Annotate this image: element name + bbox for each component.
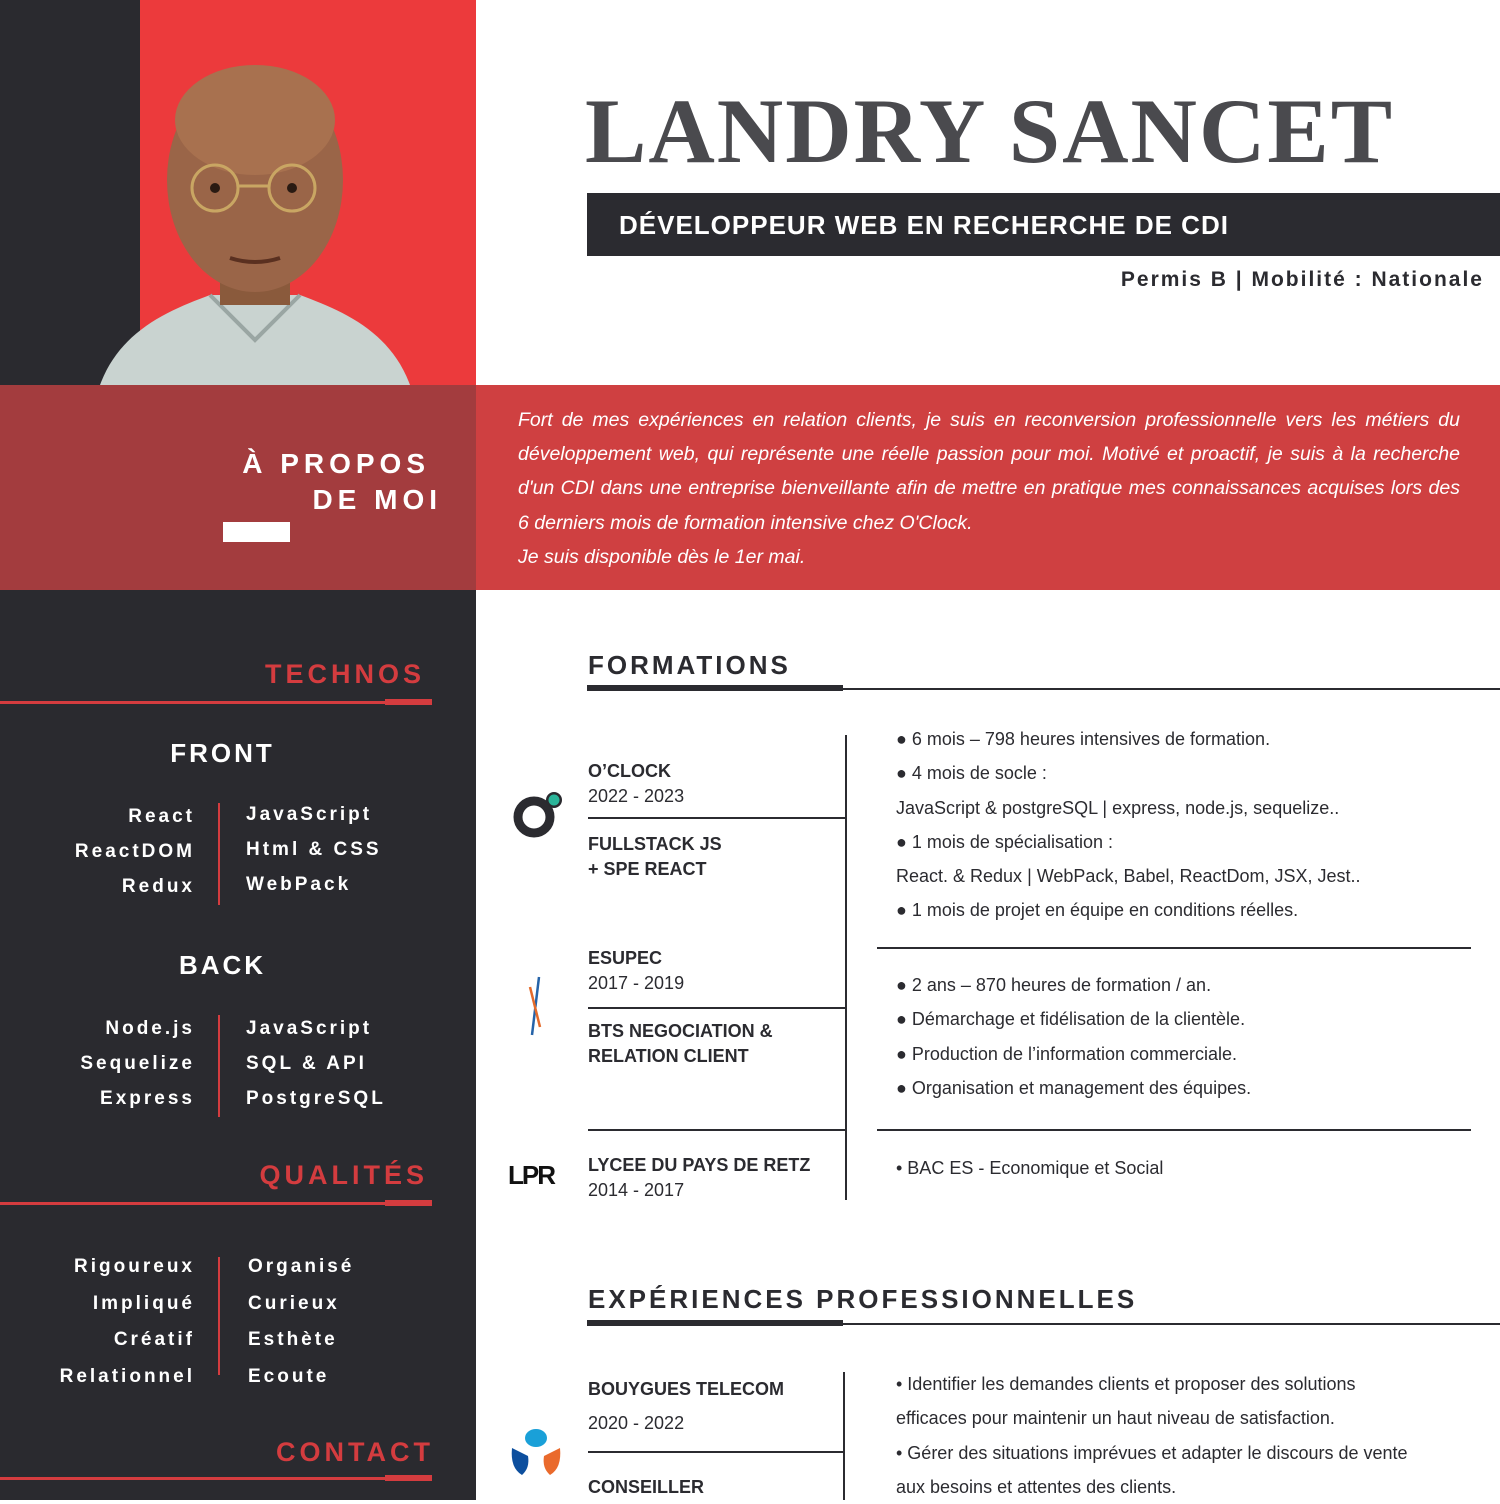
formation-years: 2014 - 2017 bbox=[588, 1180, 685, 1200]
skill: PostgreSQL bbox=[246, 1088, 386, 1109]
formation-bullets: • BAC ES - Economique et Social bbox=[896, 1158, 1164, 1178]
formation-school: LYCEE DU PAYS DE RETZ 2014 - 2017 bbox=[588, 1153, 810, 1203]
skill: SQL & API bbox=[246, 1053, 367, 1074]
oclock-logo-icon bbox=[512, 790, 564, 840]
about-heading-line2: DE MOI bbox=[312, 484, 442, 515]
about-text bbox=[518, 403, 1460, 574]
contact-heading: CONTACT bbox=[276, 1437, 434, 1467]
skill: Node.js bbox=[105, 1018, 195, 1039]
back-list-right bbox=[246, 1011, 386, 1116]
back-list-left bbox=[0, 1011, 195, 1116]
quality: Relationnel bbox=[59, 1366, 195, 1388]
skill: React bbox=[128, 806, 195, 827]
skill: Sequelize bbox=[80, 1053, 195, 1074]
front-list-right bbox=[246, 797, 382, 902]
skill: JavaScript bbox=[246, 1018, 373, 1039]
quality: Impliqué bbox=[92, 1292, 195, 1314]
divider bbox=[588, 1451, 845, 1453]
front-separator bbox=[218, 803, 220, 905]
quality: Rigoureux bbox=[74, 1256, 195, 1277]
experience-bullets: • Identifier les demandes clients et proposer des solutions efficaces pour maintenir un haut niveau de satisfaction. • Gérer des situations imprévues et adapter le discours de vente aux besoins et attentes des clients. bbox=[896, 1374, 1408, 1497]
candidate-name: LANDRY SANCET bbox=[585, 80, 1395, 182]
about-availability: Je suis disponible dès le 1er mai. bbox=[518, 545, 806, 568]
bouygues-logo-icon bbox=[508, 1428, 564, 1478]
formation-years: 2022 - 2023 bbox=[588, 786, 685, 806]
front-heading: FRONT bbox=[170, 738, 275, 768]
formation-bullets: ● 6 mois – 798 heures intensives de formation. ● 4 mois de socle : JavaScript & postgreSQL | express, node.js, sequelize.. ● 1 mois de spécialisation : React. & Redux | WebPack, Babel, ReactDom, JSX, Jest.. ● 1 mois de projet en équipe en conditions réelles. bbox=[896, 729, 1361, 921]
quality: Esthète bbox=[248, 1329, 338, 1351]
quality: Curieux bbox=[248, 1292, 340, 1314]
quality: Créatif bbox=[113, 1329, 195, 1351]
formations-divider bbox=[587, 688, 1500, 690]
formation-diploma: FULLSTACK JS + SPE REACT bbox=[588, 834, 722, 879]
about-paragraph: Fort de mes expériences en relation clients, je suis en reconversion professionnelle vers les métiers du développement web, qui représente une réelle passion pour moi. Motivé et proactif, je suis à la recherche d'un CDI dans une entreprise bienveillante afin de mettre en pratique mes connaissances acquises lors des 6 derniers mois de formation intensive chez O'Clock. bbox=[518, 409, 1460, 534]
lpr-logo-icon: LPR bbox=[508, 1160, 554, 1190]
technos-divider bbox=[0, 701, 432, 704]
portrait-photo bbox=[80, 40, 430, 385]
divider bbox=[877, 1129, 1471, 1131]
skill: WebPack bbox=[246, 874, 352, 895]
esupec-logo-icon bbox=[526, 975, 546, 1040]
skill: ReactDOM bbox=[74, 841, 195, 862]
skill: Redux bbox=[121, 876, 195, 897]
qualites-heading: QUALITÉS bbox=[259, 1160, 428, 1190]
formations-heading: FORMATIONS bbox=[588, 650, 791, 680]
about-heading-line1: À PROPOS bbox=[242, 448, 430, 479]
experiences-vertical-line bbox=[843, 1372, 845, 1500]
experiences-heading: EXPÉRIENCES PROFESSIONNELLES bbox=[588, 1284, 1138, 1314]
experience-years: 2020 - 2022 bbox=[588, 1413, 685, 1433]
qualites-separator bbox=[218, 1257, 220, 1375]
skill: JavaScript bbox=[246, 804, 373, 825]
experience-company: BOUYGUES TELECOM 2020 - 2022 bbox=[588, 1372, 784, 1440]
license-mobility: Permis B | Mobilité : Nationale bbox=[1120, 268, 1484, 291]
quality: Ecoute bbox=[248, 1366, 330, 1388]
formation-school: O’CLOCK 2022 - 2023 bbox=[588, 759, 684, 809]
qualites-list-left bbox=[0, 1249, 195, 1396]
divider bbox=[877, 947, 1471, 949]
qualites-list-right bbox=[248, 1249, 354, 1396]
skill: Express bbox=[100, 1088, 195, 1109]
contact-divider bbox=[0, 1477, 432, 1480]
experience-role: CONSEILLER bbox=[588, 1477, 705, 1497]
skill: Html & CSS bbox=[246, 839, 382, 860]
formations-vertical-line bbox=[845, 735, 847, 1200]
divider bbox=[588, 1007, 845, 1009]
back-separator bbox=[218, 1015, 220, 1117]
about-heading bbox=[242, 446, 442, 518]
formation-school: ESUPEC 2017 - 2019 bbox=[588, 946, 684, 996]
formation-years: 2017 - 2019 bbox=[588, 973, 685, 993]
experiences-divider bbox=[587, 1323, 1500, 1325]
job-title-banner: DÉVELOPPEUR WEB EN RECHERCHE DE CDI bbox=[587, 193, 1500, 256]
formation-bullets: ● 2 ans – 870 heures de formation / an. ● Démarchage et fidélisation de la clientèle. ● Production de l’information commerciale. ● Organisation et management des équipes. bbox=[896, 975, 1252, 1098]
qualites-divider bbox=[0, 1202, 432, 1205]
back-heading: BACK bbox=[178, 950, 267, 980]
divider bbox=[588, 1129, 845, 1131]
front-list-left bbox=[0, 799, 195, 904]
divider bbox=[588, 817, 845, 819]
technos-heading: TECHNOS bbox=[264, 659, 425, 689]
quality: Organisé bbox=[248, 1256, 355, 1277]
about-accent-bar bbox=[223, 522, 290, 542]
formation-diploma: BTS NEGOCIATION & RELATION CLIENT bbox=[588, 1021, 773, 1066]
